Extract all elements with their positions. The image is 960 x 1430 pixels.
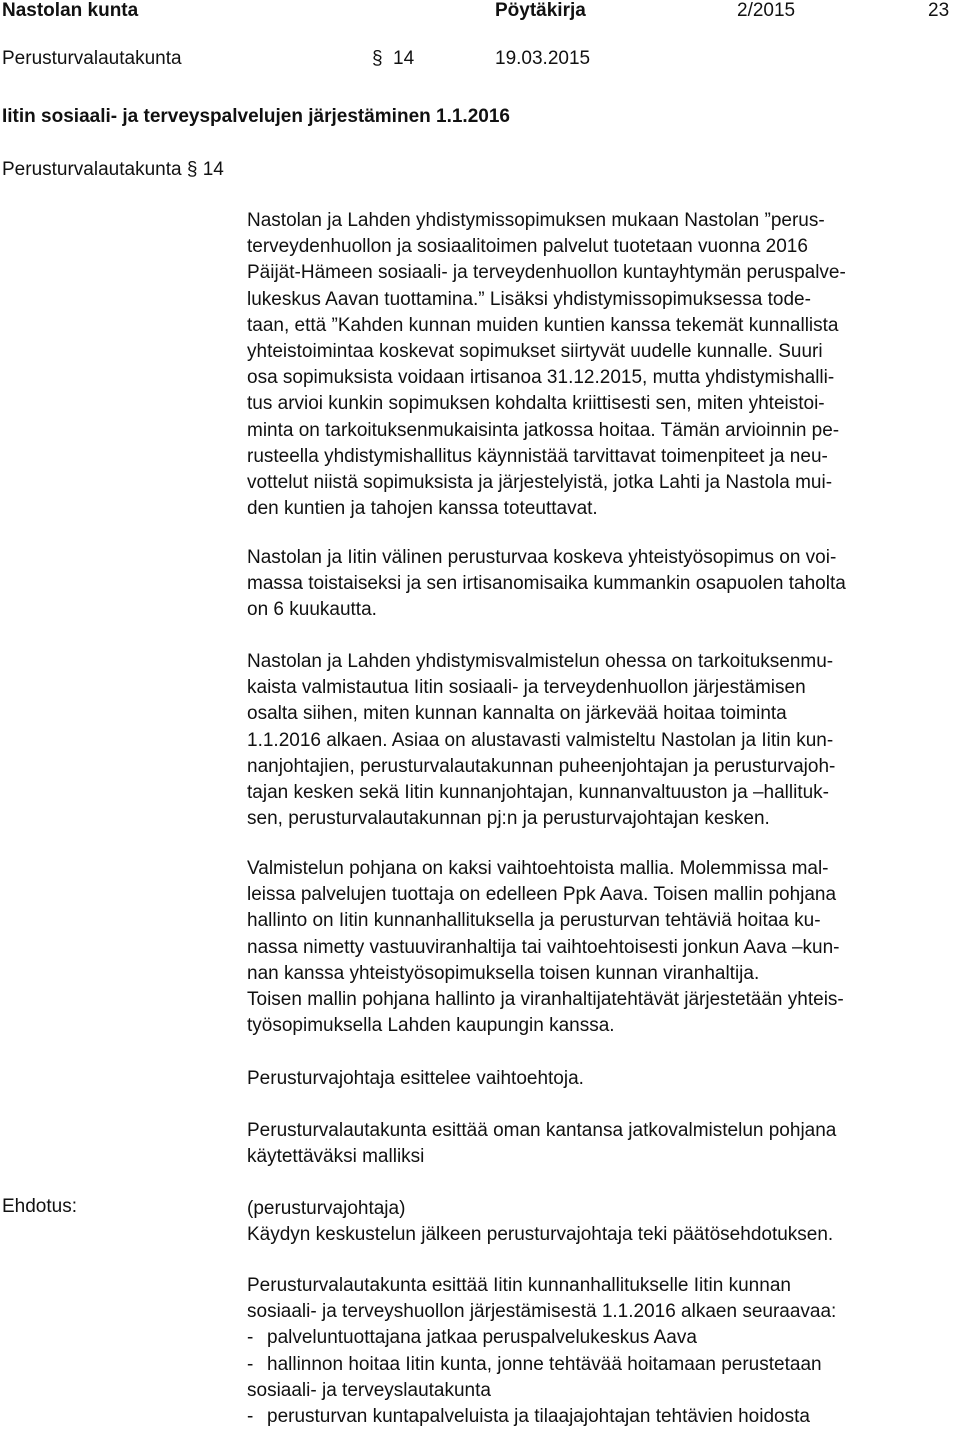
section-symbol: § <box>372 48 383 69</box>
text-line: nassa nimetty vastuuviranhaltija tai vaihtoehtoisesti jonkun Aava –kun- <box>247 936 840 958</box>
text-line: käytettäväksi malliksi <box>247 1146 425 1168</box>
text-line: Päijät-Hämeen sosiaali- ja terveydenhuollon kuntayhtymän peruspalve- <box>247 262 846 284</box>
bullet-item <box>247 1325 959 1351</box>
text-line: Nastolan ja Lahden yhdistymisvalmistelun ohessa on tarkoituksenmu- <box>247 651 834 672</box>
paragraph-cooperation-agreement <box>247 545 959 624</box>
text-line: hallinto on Iitin kunnanhallituksella ja perusturvan tehtäviä hoitaa ku- <box>247 910 821 932</box>
text-line: rusteella yhdistymishallitus käynnistää tarvittavat toimenpiteet ja neu- <box>247 445 828 467</box>
bullet-mark: - <box>247 1405 254 1427</box>
meeting-date: 19.03.2015 <box>495 48 591 69</box>
subtitle-board: Perusturvalautakunta <box>2 159 182 180</box>
municipality-name: Nastolan kunta <box>2 0 139 21</box>
page-number: 23 <box>928 0 950 21</box>
text-line: leissa palvelujen tuottaja on edelleen Ppk Aava. Toisen mallin pohjana <box>247 884 837 906</box>
text-line: den kuntien ja tahojen kanssa toteuttavat. <box>247 498 598 520</box>
text-line: nanjohtajien, perusturvalautakunnan puheenjohtajan ja perusturvajoh- <box>247 755 836 777</box>
text-line: vottelut niistä sopimuksista ja järjestelyistä, jotka Lahti ja Nastola mui- <box>247 471 833 493</box>
text-line: työsopimuksella Lahden kaupungin kanssa. <box>247 1015 615 1037</box>
text-line: Perusturvajohtaja esittelee vaihtoehtoja. <box>247 1068 584 1089</box>
text-line: 1.1.2016 alkaen. Asiaa on alustavasti valmisteltu Nastolan ja Iitin kun- <box>247 729 834 751</box>
paragraph-merger-agreement <box>247 208 959 522</box>
document-type: Pöytäkirja <box>495 0 586 21</box>
text-line: sen, perusturvalautakunnan pj:n ja perusturvajohtajan kesken. <box>247 808 770 830</box>
text-line: massa toistaiseksi ja sen irtisanomisaika kummankin osapuolen taholta <box>247 573 846 595</box>
proposal-label: Ehdotus: <box>2 1196 77 1217</box>
subtitle-section-number: 14 <box>202 159 224 180</box>
bullet-item <box>247 1352 959 1378</box>
text-line: terveydenhuollon ja sosiaalitoimen palvelut tuotetaan vuonna 2016 <box>247 236 808 258</box>
proposal-presenter-block <box>247 1196 959 1248</box>
proposal-note: Käydyn keskustelun jälkeen perusturvajohtaja teki päätösehdotuksen. <box>247 1224 834 1246</box>
bullet-mark: - <box>247 1327 254 1349</box>
text-line: Toisen mallin pohjana hallinto ja viranhaltijatehtävät järjestetään yhteis- <box>247 988 844 1010</box>
paragraph-alternative-models <box>247 856 959 1039</box>
text-line: Valmistelun pohjana on kaksi vaihtoehtoista mallia. Molemmissa mal- <box>247 858 829 879</box>
paragraph-preparation <box>247 649 959 832</box>
bullet-text: perusturvan kuntapalveluista ja tilaajajohtajan tehtävien hoidosta <box>267 1405 810 1427</box>
bullet-continuation: sosiaali- ja terveyslautakunta <box>247 1379 491 1401</box>
text-line: yhteistoimintaa koskevat sopimukset siirtyvät uudelle kunnalle. Suuri <box>247 340 823 362</box>
proposal-presenter: (perusturvajohtaja) <box>247 1198 406 1219</box>
paragraph-board-position <box>247 1118 959 1170</box>
board-name: Perusturvalautakunta <box>2 48 182 69</box>
bullet-text: palveluntuottajana jatkaa peruspalvelukeskus Aava <box>267 1327 697 1349</box>
page-title: Iitin sosiaali- ja terveyspalvelujen järjestäminen 1.1.2016 <box>2 106 510 127</box>
text-line: minta on tarkoituksenmukaisinta jatkossa hoitaa. Tämän arvioinnin pe- <box>247 419 840 441</box>
text-line: on 6 kuukautta. <box>247 599 377 621</box>
text-line: Nastolan ja Lahden yhdistymissopimuksen mukaan Nastolan ”perus- <box>247 210 825 231</box>
bullet-text: hallinnon hoitaa Iitin kunta, jonne tehtävää hoitamaan perustetaan <box>267 1353 822 1375</box>
section-subtitle <box>2 159 224 181</box>
text-line: Perusturvalautakunta esittää Iitin kunnanhallitukselle Iitin kunnan <box>247 1275 791 1296</box>
proposal-body <box>247 1273 959 1430</box>
text-line: tus arvioi kunkin sopimuksen kohdalta kriittisesti sen, miten yhteistoi- <box>247 393 825 415</box>
text-line: Perusturvalautakunta esittää oman kantansa jatkovalmistelun pohjana <box>247 1120 837 1141</box>
document-number: 2/2015 <box>737 0 796 21</box>
text-line: nan kanssa yhteistyösopimuksella toisen kunnan viranhaltija. <box>247 962 760 984</box>
section-number: 14 <box>393 48 415 69</box>
text-line: osa sopimuksista voidaan irtisanoa 31.12.2015, mutta yhdistymishalli- <box>247 367 835 389</box>
text-line: lukeskus Aavan tuottamina.” Lisäksi yhdistymissopimuksessa tode- <box>247 288 811 310</box>
text-line: Nastolan ja Iitin välinen perusturvaa koskeva yhteistyösopimus on voi- <box>247 547 837 568</box>
bullet-mark: - <box>247 1353 254 1375</box>
subtitle-section-symbol: § <box>186 159 198 180</box>
text-line: osalta siihen, miten kunnan kannalta on järkevää hoitaa toiminta <box>247 703 787 725</box>
text-line: tajan kesken sekä Iitin kunnanjohtajan, kunnanvaltuuston ja –hallituk- <box>247 781 829 803</box>
text-line: taan, että ”Kahden kunnan muiden kuntien kanssa tekemät kunnallista <box>247 314 839 336</box>
text-line: sosiaali- ja terveyshuollon järjestämisestä 1.1.2016 alkaen seuraavaa: <box>247 1301 837 1323</box>
text-line: kaista valmistautua Iitin sosiaali- ja terveydenhuollon järjestämisen <box>247 677 806 699</box>
bullet-item <box>247 1404 959 1430</box>
paragraph-presentation <box>247 1066 959 1092</box>
